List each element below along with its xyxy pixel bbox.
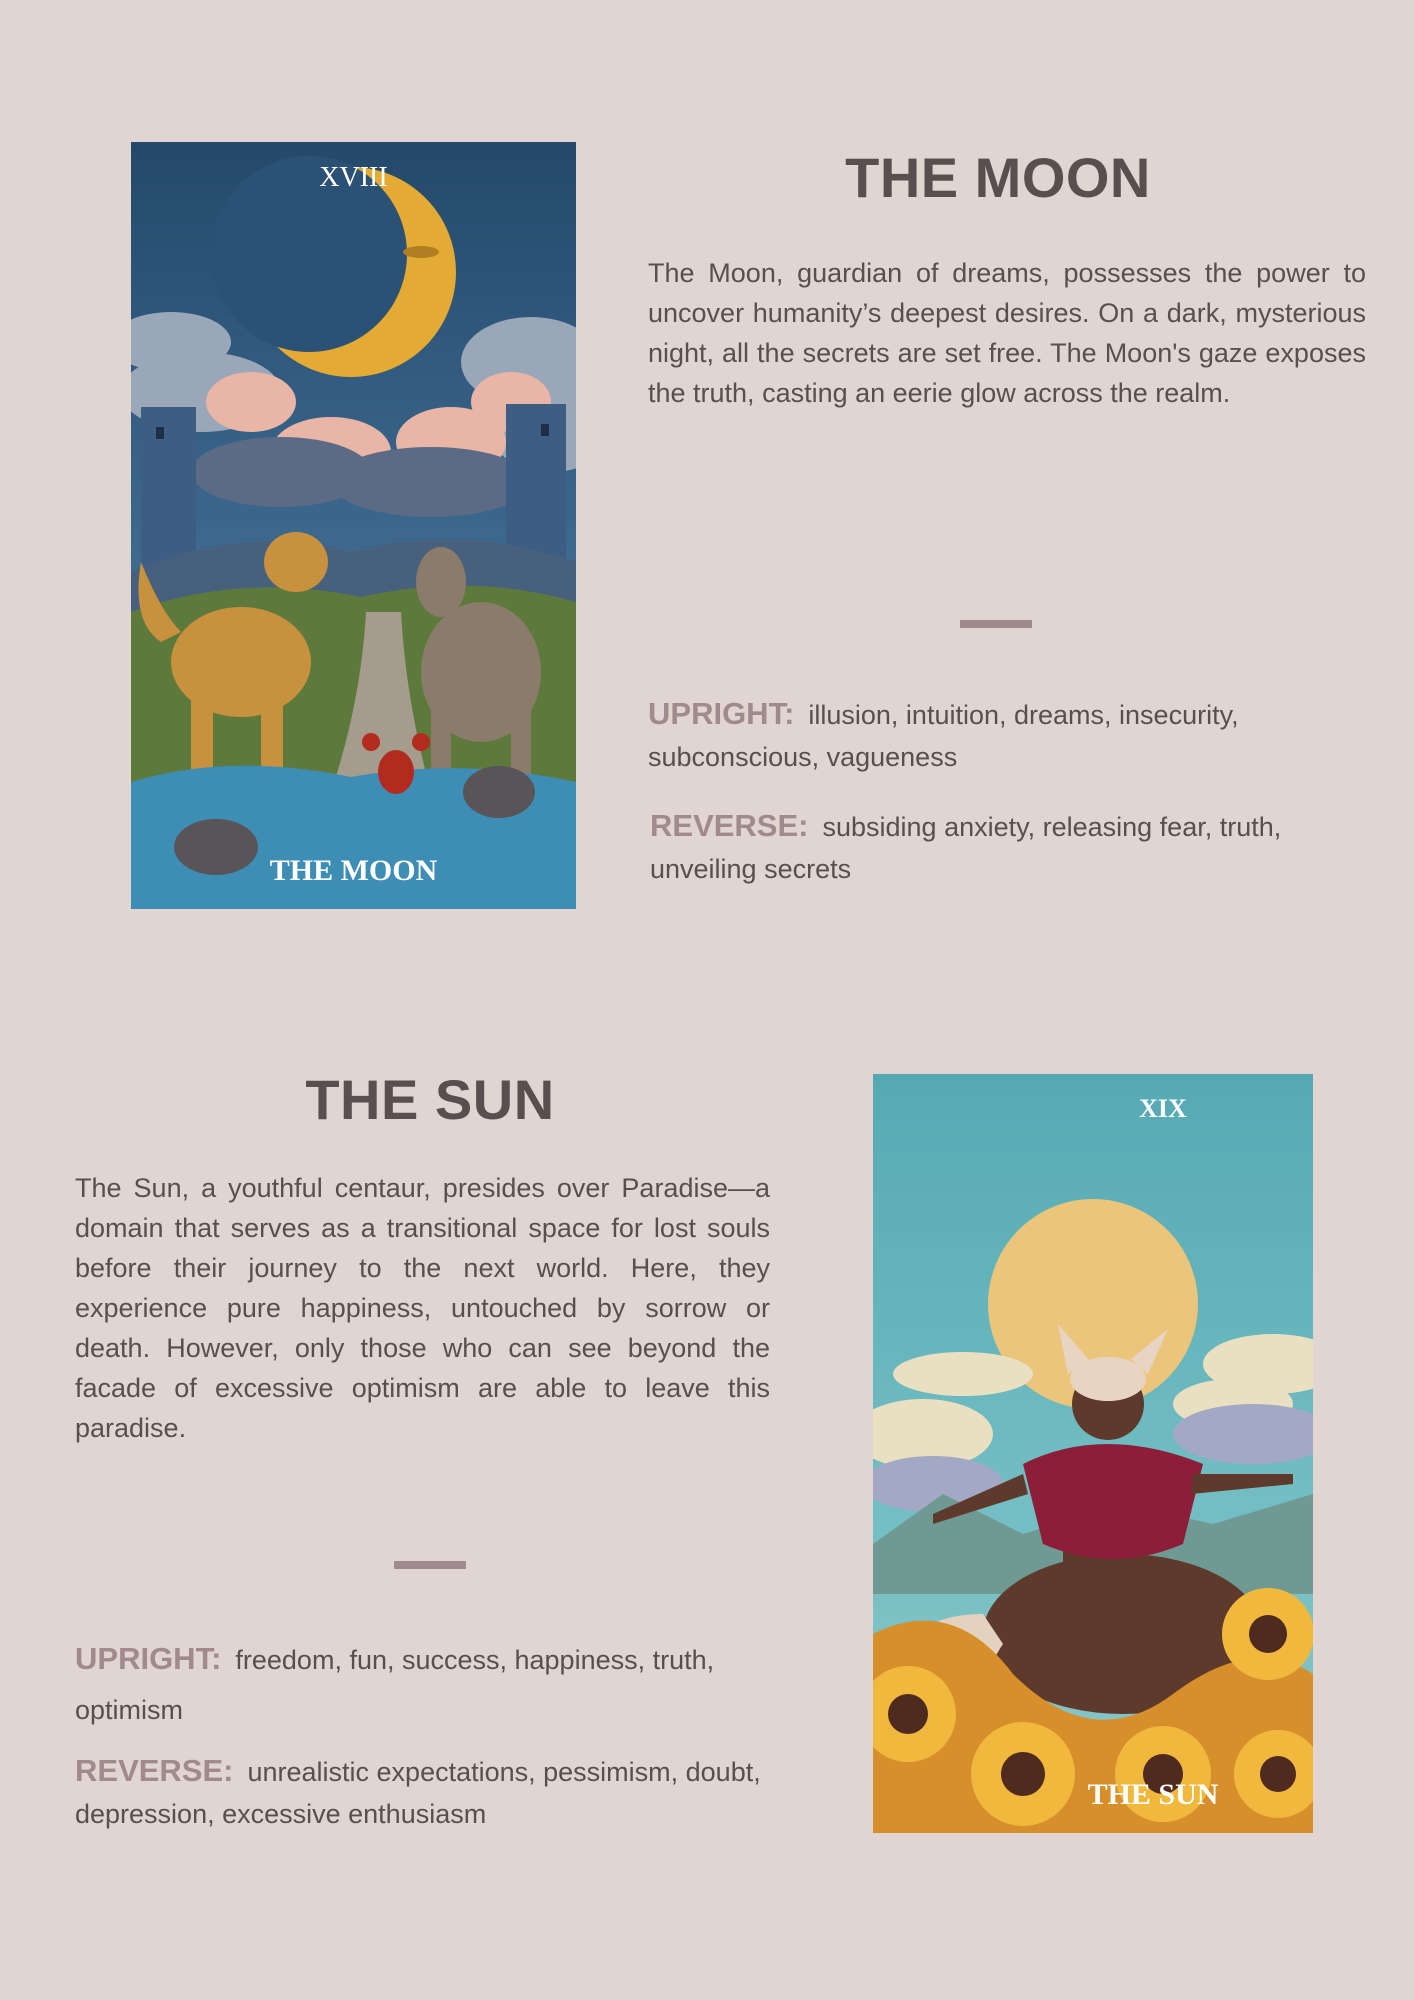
sun-reverse-text: unrealistic expectations, pessimism, doubt, depression, excessive enthusiasm [75, 1757, 761, 1829]
sun-description: The Sun, a youthful centaur, presides over Paradise—a domain that serves as a transitional space for lost souls before their journey to the next world. Here, they experience pure happiness, untouched by sorrow or death. However, only those who can see beyond the facade of excessive optimism are able to leave this paradise. [75, 1173, 770, 1443]
moon-card-illustration [131, 142, 576, 909]
sun-card-image [873, 1074, 1313, 1833]
sun-upright [75, 1634, 780, 1735]
sun-card-numeral: XIX [1139, 1094, 1187, 1123]
moon-description: The Moon, guardian of dreams, possesses the power to uncover humanity’s deepest desires. On a dark, mysterious night, all the secrets are set free. The Moon's gaze exposes the truth, casting an eerie glow across the realm. [648, 258, 1366, 408]
moon-reverse [650, 805, 1366, 890]
moon-divider [960, 620, 1032, 628]
moon-title: THE MOON [845, 146, 1151, 209]
sun-title: THE SUN [305, 1068, 555, 1131]
sun-card-illustration [873, 1074, 1313, 1833]
moon-reverse-text: subsiding anxiety, releasing fear, truth, unveiling secrets [650, 812, 1282, 884]
moon-upright-label: UPRIGHT: [648, 696, 795, 731]
moon-upright-text: illusion, intuition, dreams, insecurity, subconscious, vagueness [648, 700, 1239, 772]
moon-card-numeral: XVIII [319, 162, 388, 193]
sun-reverse-label: REVERSE: [75, 1753, 234, 1788]
moon-card-name: THE MOON [269, 854, 438, 887]
sun-divider [394, 1561, 466, 1569]
moon-reverse-label: REVERSE: [650, 808, 809, 843]
sun-reverse [75, 1750, 815, 1835]
sun-upright-text: freedom, fun, success, happiness, truth, optimism [75, 1645, 715, 1725]
moon-upright [648, 693, 1366, 778]
moon-card-image [131, 142, 576, 909]
sun-card-name: THE SUN [1087, 1778, 1219, 1811]
sun-upright-label: UPRIGHT: [75, 1641, 222, 1676]
